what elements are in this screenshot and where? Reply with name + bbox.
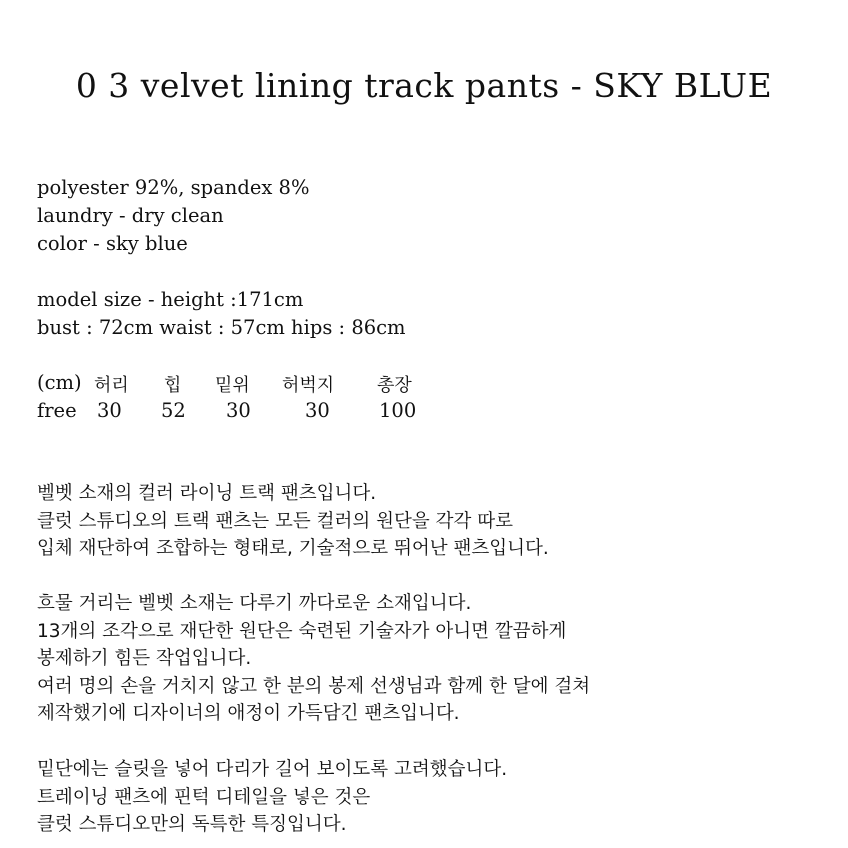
description-line: 벨벳 소재의 컬러 라이닝 트랙 팬츠입니다.	[37, 483, 377, 504]
model-size-text: model size - height :171cm	[37, 288, 304, 311]
description-line: 봉제하기 힘든 작업입니다.	[37, 648, 252, 669]
color-text: color - sky blue	[37, 232, 188, 255]
description-line: 입체 재단하여 조합하는 형태로, 기술적으로 뛰어난 팬츠입니다.	[37, 538, 549, 559]
description-line: 제작했기에 디자이너의 애정이 가득담긴 팬츠입니다.	[37, 703, 460, 724]
header-hip: 힙	[164, 375, 182, 396]
description-paragraph-2	[37, 590, 590, 728]
value-waist: 30	[97, 399, 122, 422]
laundry-text: laundry - dry clean	[37, 204, 224, 227]
header-thigh: 허벅지	[282, 375, 335, 396]
description-paragraph-3	[37, 756, 507, 839]
unit-label: (cm)	[37, 371, 82, 394]
header-waist: 허리	[94, 375, 129, 396]
size-label: free	[37, 399, 77, 422]
description-line: 여러 명의 손을 거치지 않고 한 분의 봉제 선생님과 함께 한 달에 걸쳐	[37, 675, 591, 697]
header-length: 총장	[377, 375, 412, 396]
model-measurements-text: bust : 72cm waist : 57cm hips : 86cm	[37, 316, 406, 339]
product-title: 0 3 velvet lining track pants - SKY BLUE	[75, 66, 773, 105]
value-length: 100	[379, 399, 417, 422]
description-line: 트레이닝 팬츠에 핀턱 디테일을 넣은 것은	[37, 786, 371, 808]
value-hip: 52	[161, 399, 186, 422]
description-line: 클럿 스튜디오만의 독특한 특징입니다.	[37, 814, 347, 835]
description-line: 밑단에는 슬릿을 넣어 다리가 길어 보이도록 고려했습니다.	[37, 759, 508, 780]
value-rise: 30	[226, 399, 251, 422]
model-info	[37, 286, 406, 342]
description-line: 13개의 조각으로 재단한 원단은 숙련된 기술자가 아니면 깔끔하게	[37, 620, 567, 642]
description-line: 흐물 거리는 벨벳 소재는 다루기 까다로운 소재입니다.	[37, 593, 472, 614]
description-paragraph-1	[37, 480, 549, 563]
value-thigh: 30	[305, 399, 330, 422]
header-rise: 밑위	[215, 375, 250, 396]
description-line: 클럿 스튜디오의 트랙 팬츠는 모든 컬러의 원단을 각각 따로	[37, 510, 513, 532]
product-specs	[37, 174, 310, 258]
material-text: polyester 92%, spandex 8%	[37, 176, 310, 199]
